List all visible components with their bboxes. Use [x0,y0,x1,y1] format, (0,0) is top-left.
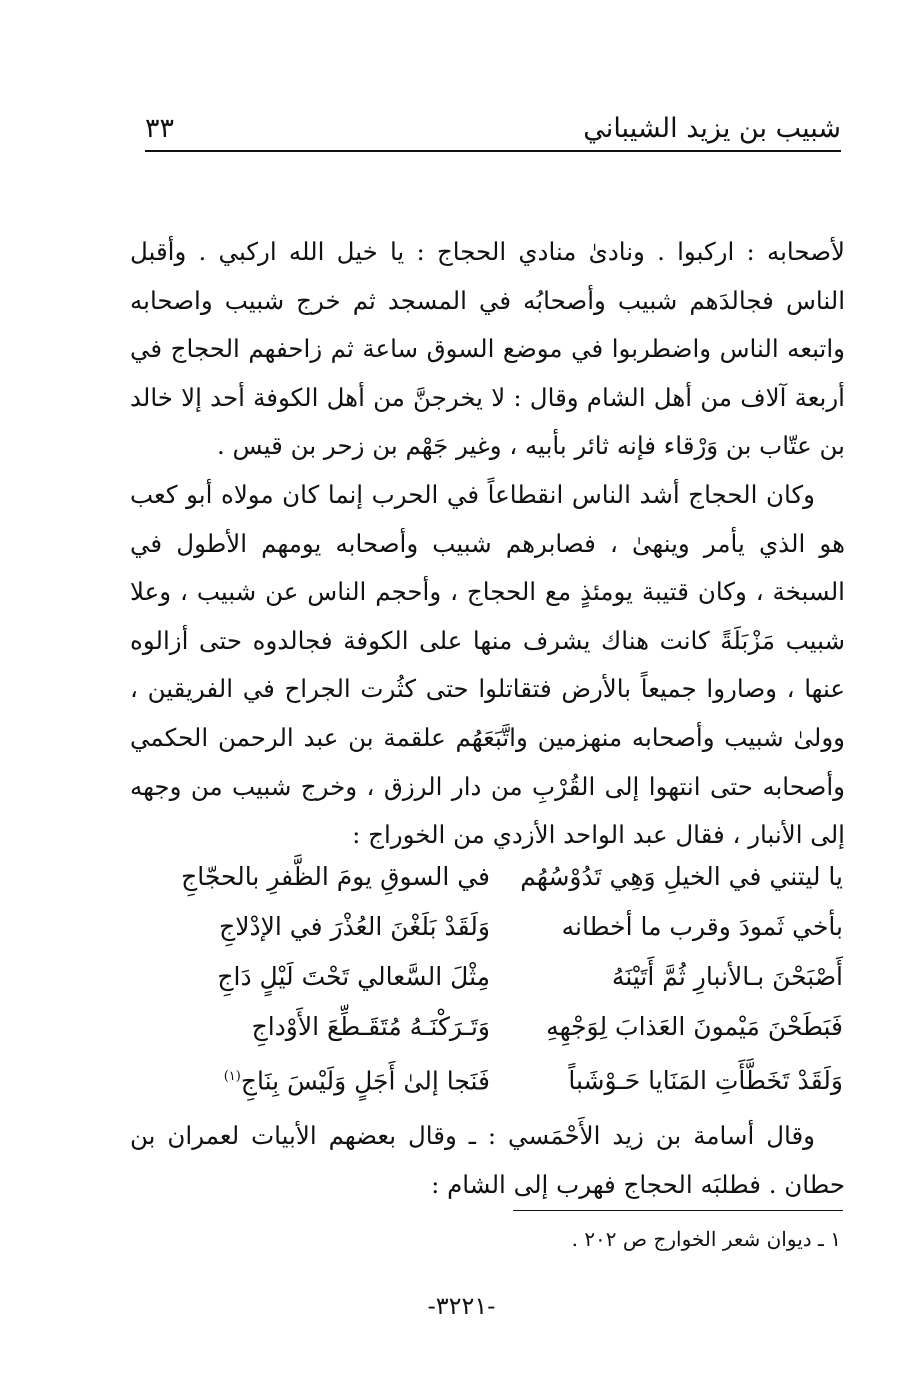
verse-3 [150,952,843,1002]
hemistich-second: فَنَجا إلىٰ أَجَلٍ وَلَيْسَ بِنَاجِ [240,1066,490,1096]
verse-1 [150,852,843,902]
running-title: شبيب بن يزيد الشيباني [583,113,841,144]
hemistich-second: وَتَـرَكْنَـهُ مُتَقَـطِّعَ الأَوْداجِ [251,1012,490,1041]
folio-number: -٣٢٢١- [427,1292,496,1320]
page-number: ٣٣ [145,113,175,144]
hemistich-second-with-note [150,1052,490,1106]
hemistich-first: بأخي ثَمودَ وقرب ما أخطانه [561,912,843,941]
paragraph-3: وقال أسامة بن زيد الأَحْمَسي : ـ وقال بعضهم الأبيات لعمران بن حطان . فطلبَه الحجاج فهرب إلى الشام : [130,1121,845,1199]
verse-5 [150,1052,843,1102]
hemistich-first: وَلَقَدْ تَخَطَّأَتِ المَنَايا حَـوْشَباً [568,1066,843,1096]
hemistich-first: أَصْبَحْنَ بـالأنبارِ ثُمَّ أَتَيْنَهُ [611,962,843,991]
footnote: ١ ـ ديوان شعر الخوارج ص ٢٠٢ . [571,1227,841,1251]
hemistich-first: يا ليتني في الخيلِ وَهِي تَدُوْسُهُم [520,862,843,891]
page-header [145,108,841,152]
hemistich-first: فَبَطَحْنَ مَيْمونَ العَذابَ لِوَجْهِهِ [546,1012,843,1041]
poem [150,852,843,1102]
paragraph-2: وكان الحجاج أشد الناس انقطاعاً في الحرب إنما كان مولاه أبو كعب هو الذي يأمر وينهىٰ ، فصابرهم شبيب وأصحابه يومهم الأطول في السبخة ، وكان قتيبة يومئذٍ مع الحجاج ، وأحجم الناس عن شبيب ، وعلا شبيب مَزْبَلَةً كانت هناك يشرف منها على الكوفة فجالدوه حتى أزالوه عنها ، وصاروا جميعاً بالأرض فتقاتلوا حتى كثُرت الجراح في الفريقين ، وولىٰ شبيب وأصحابه منهزمين واتَّبَعَهُم علقمة بن عبد الرحمن الحكمي وأصحابه حتى انتهوا إلى القُرْبِ من دار الرزق ، وخرج شبيب من وجهه إلى الأنبار ، فقال عبد الواحد الأزدي من الخوراج : [130,479,845,850]
verse-2 [150,902,843,952]
hemistich-second: مِثْلَ السَّعالي تَحْتَ لَيْلٍ دَاجِ [217,962,490,991]
verse-4 [150,1002,843,1052]
paragraph-1: لأصحابه : اركبوا . ونادىٰ منادي الحجاج : يا خيل الله اركبي . وأقبل الناس فجالدَهم شبيب وأصحابُه في المسجد ثم خرج شبيب واصحابه واتبعه الناس واضطربوا في موضع السوق ساعة ثم زاحفهم الحجاج في أربعة آلاف من أهل الشام وقال : لا يخرجنَّ من أهل الكوفة أحد إلا خالد بن عتّاب بن وَرْقاء فإنه ثائر بأبيه ، وغير جَهْم بن زحر بن قيس . [130,237,845,461]
footnote-divider [513,1210,843,1211]
footnote-marker[interactable]: (١) [223,1069,241,1084]
closing-text [130,1112,845,1209]
hemistich-second: في السوقِ يومَ الظَّفرِ بالحجّاجِ [181,862,490,891]
body-text [130,228,845,860]
hemistich-second: وَلَقَدْ بَلَغْنَ العُذْرَ في الإدْلاجِ [219,912,490,941]
